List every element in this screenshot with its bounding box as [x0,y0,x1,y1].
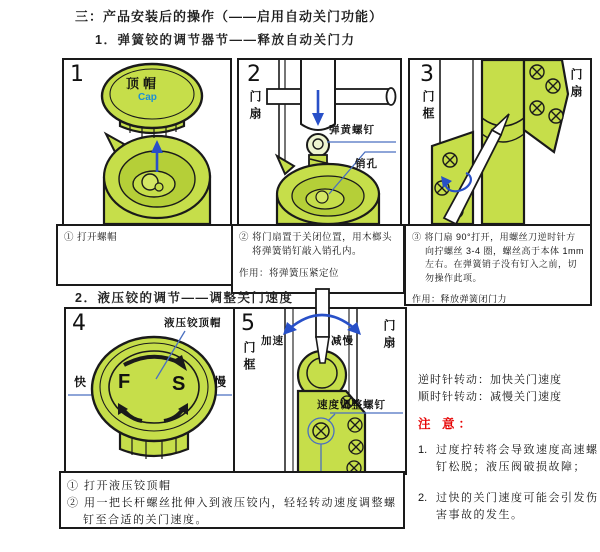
panel-3-caption-box [404,224,592,306]
section1-heading: 1．弹簧铰的调节器节——释放自动关门力 [95,33,356,47]
panel-1-caption: ① 打开螺帽 [64,232,118,243]
attention-item-2-text: 过快的关门速度可能会引发伤害事故的发生。 [436,492,599,521]
mallet-and-spring-pin-icon [239,60,400,224]
panel-3-effect: 作用：释放弹簧闭门力 [412,294,508,304]
attention-item-1-number: 1. [418,444,428,456]
panel-5-door-leaf-label: 门扇 [382,319,396,353]
note-ccw: 逆时针转动：加快关门速度 [418,374,562,386]
hydraulic-cap-label: 液压铰顶帽 [164,317,222,329]
panel-2-caption: ② 将门扇置于关闭位置，用木榔头将弹簧销钉敲入销孔内。 [239,232,393,257]
pin-hole-label: 销孔 [355,158,378,170]
spring-screw-label: 弹黄螺钉 [329,124,375,136]
panel-3-figure [408,58,592,226]
attention-item-1-text: 过度拧转将会导致速度高速螺钉松脱；液压阀破损故障； [436,444,599,473]
panel-45-caption-line2: ② 用一把长杆螺丝批伸入到液压铰内，轻轻转动速度调整螺钉至合适的关门速度。 [67,497,397,526]
panel-45-caption-line1: ① 打开液压铰顶帽 [67,480,172,492]
panel-2-door-leaf-label: 门扇 [248,90,262,124]
attention-item-2-number: 2. [418,492,428,504]
panel-5-door-frame-label: 门框 [242,341,256,375]
panel-5-number: 5 [241,311,255,336]
slow-label: 慢 [214,375,228,389]
panel-1-number: 1 [70,62,84,87]
cap-label: 顶帽 [126,76,161,91]
panel-5-figure [233,307,407,475]
panel-3-caption: ③ 将门扇 90°打开，用螺丝刀逆时针方向拧螺丝 3-4 圈，螺丝高于本体 1mm左右。在弹簧销子没有钉入之前，切勿操作此项。 [412,232,585,283]
attention-item-2 [418,490,600,524]
panel-4-figure [64,307,236,475]
speed-screw-label: 速度调整螺钉 [317,399,386,411]
decelerate-label: 减慢 [331,335,354,347]
panel-2-figure [237,58,402,226]
panel-3-door-leaf-label: 门扇 [569,68,583,102]
section2-heading: 2．液压铰的调节——调整关门速度 [75,291,294,305]
cap-sublabel-en: Cap [138,92,157,103]
panel-3-number: 3 [420,62,434,87]
panel-2-caption-box [231,224,405,294]
panel-1-caption-box [56,224,233,286]
letter-s-marking: S [172,373,186,395]
speed-adjust-hinge-icon [235,289,405,473]
note-cw: 顺时针转动：减慢关门速度 [418,391,562,403]
hinge-on-frame-icon [410,60,590,224]
panel-3-door-frame-label: 门框 [421,90,435,124]
panel-45-caption-box [59,471,405,529]
panel-1-figure [62,58,232,226]
attention-item-1 [418,442,600,476]
panel-4-number: 4 [72,311,86,336]
attention-title: 注 意： [418,417,475,431]
fast-label: 快 [74,375,88,389]
hydraulic-cap-knob-icon [66,309,234,473]
notes-block [418,372,600,524]
panel-2-effect: 作用：将弹簧压紧定位 [239,268,340,279]
accelerate-label: 加速 [261,335,284,347]
page-title: 三：产品安装后的操作（——启用自动关门功能） [75,9,384,24]
panel-2-number: 2 [247,62,261,87]
letter-f-marking: F [118,371,131,393]
